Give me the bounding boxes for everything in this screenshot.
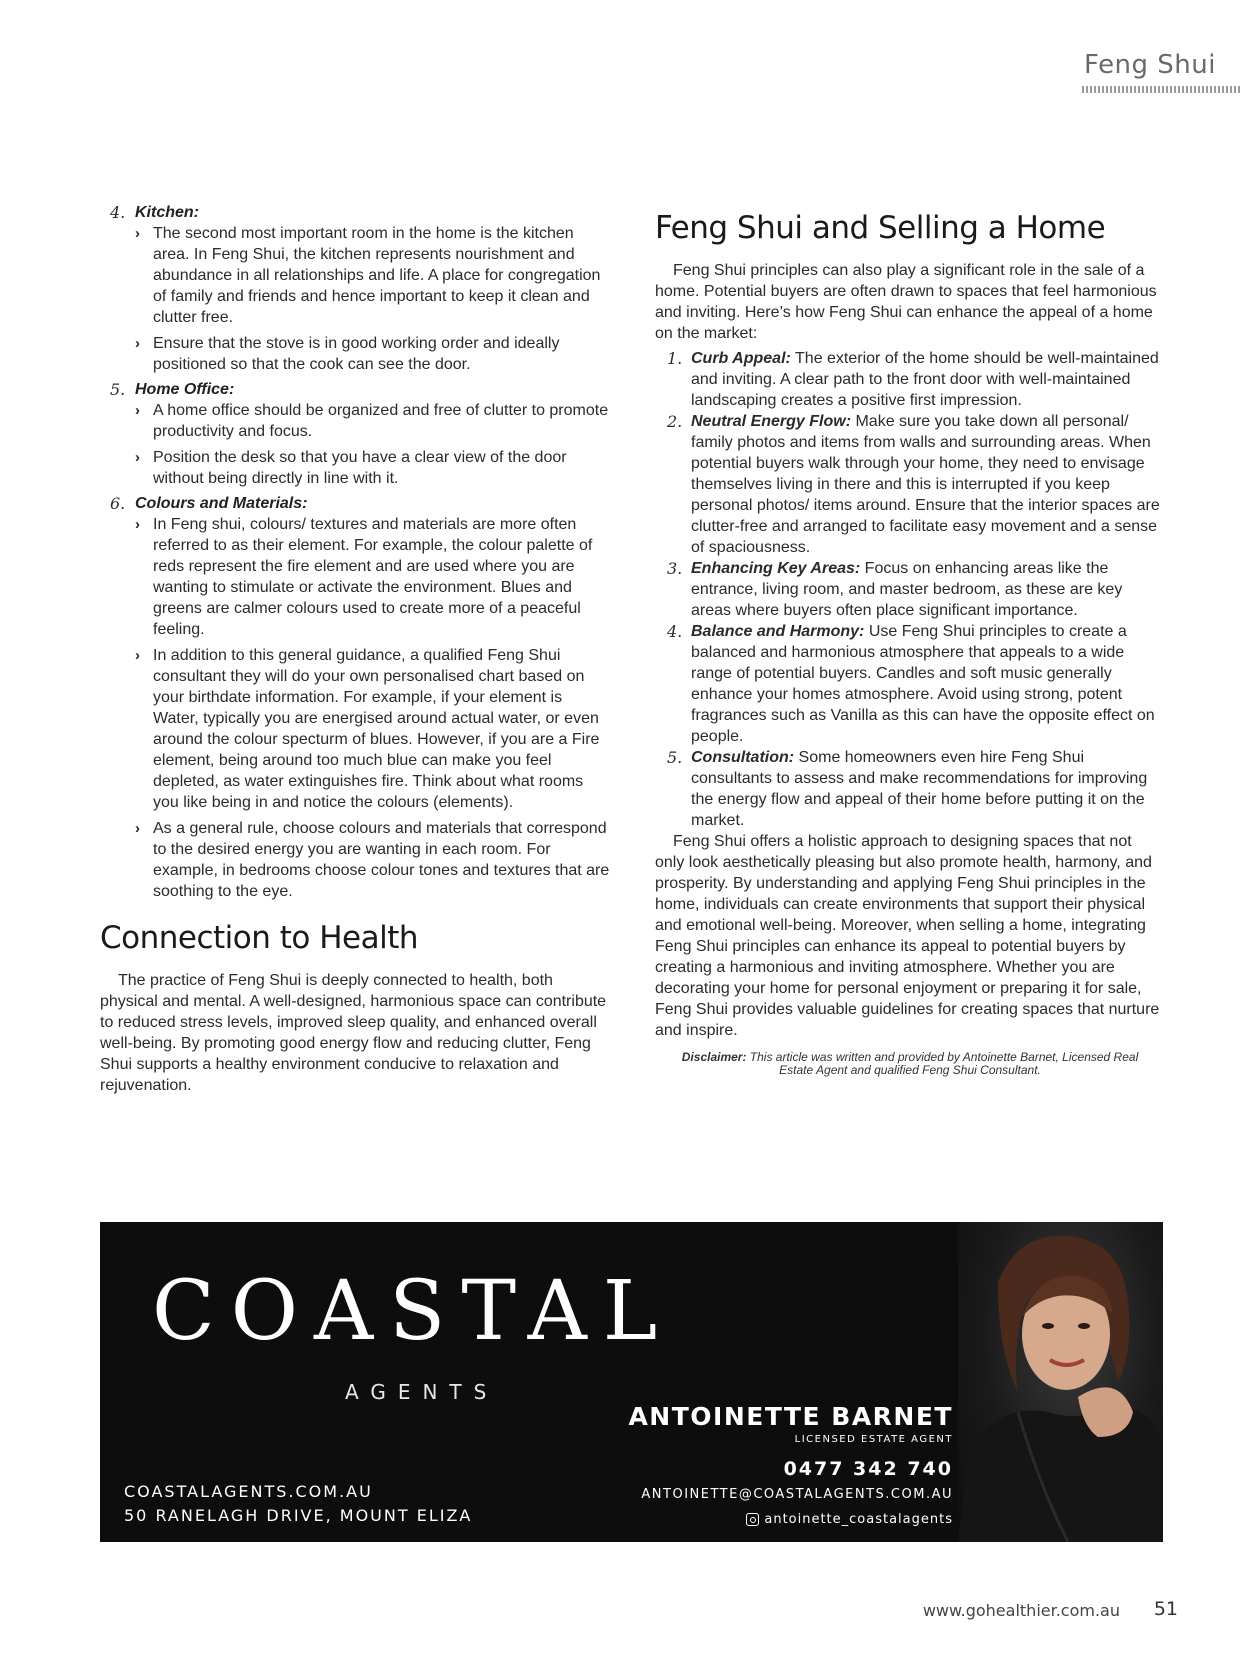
brand-subtitle: AGENTS [345,1380,499,1404]
list-item-balance: 4. Balance and Harmony: Use Feng Shui principles to create a balanced and harmonious atmosphere that appeals to a wide range of potential buyers. Candles and soft music generally enhance your homes atmosphere. Avoid using strong, potent fragrances such as Vanilla as this can have the opposite effect on people. [667,622,1155,745]
agent-name: ANTOINETTE BARNET [628,1402,953,1431]
conclusion-paragraph: Feng Shui offers a holistic approach to designing spaces that not only look aesthetically pleasing but also promote health, harmony, and prosperity. By understanding and applying Feng Shui principles in the home, individuals can create environments that support their physical and emotional well-being. Moreover, when selling a home, integrating Feng Shui principles can enhance its appeal to potential buyers by creating a harmonious and inviting atmosphere. Whether you are decorating your home for personal enjoyment or preparing it for sale, Feng Shui provides valuable guidelines for creating spaces that nurture and inspire. [655,833,1160,1039]
agent-instagram: antoinette_coastalagents [746,1512,953,1527]
disclaimer: Disclaimer: This article was written and provided by Antoinette Barnet, Licensed Real Estate Agent and qualified Feng Shui Consultant. [681,1050,1139,1077]
bullet: › In addition to this general guidance, a qualified Feng Shui consultant they will do your own personalised chart based on your birthdate information. For example, if your element is Water, typically you are energised around actual water, or even around the colour specturm of blues. However, if you are a Fire element, being around too much blue can make you feel depleted, as water extinguishes fire. Think about what rooms you like being in and notice the colours (elements). [135,647,600,811]
list-item-consultation: 5. Consultation: Some homeowners even hire Feng Shui consultants to assess and make recommendations for improving the energy flow and appeal of their home before putting it on the market. [667,748,1148,829]
ad-contact-block [124,1480,472,1528]
list-item-kitchen [100,203,610,375]
bullet: › As a general rule, choose colours and materials that correspond to the desired energy you are wanting in each room. For example, in bedrooms choose colour tones and textures that are soothing to the eye. [135,820,610,900]
coastal-agents-ad [100,1222,1163,1542]
list-item-home-office [100,380,610,489]
item-title: Home Office: [135,381,235,398]
list-item-energy-flow: 2. Neutral Energy Flow: Make sure you take down all personal/ family photos and items from walls and surrounding areas. When potential buyers walk through your home, they need to envisage themselves living in there and this is interrupted if you keep personal photos/ items around. Ensure that the interior spaces are clutter-free and arranged to facilitate easy movement and a sense of spaciousness. [667,412,1160,556]
item-number: 5. [110,380,126,399]
selling-intro: Feng Shui principles can also play a significant role in the sale of a home. Potential buyers are often drawn to spaces that feel harmonious and inviting. Here’s how Feng Shui can enhance the appeal of a home on the market: [655,262,1157,342]
agent-photo [958,1222,1163,1542]
selling-heading: Feng Shui and Selling a Home [655,210,1106,246]
item-title: Colours and Materials: [135,495,308,512]
agent-email: ANTOINETTE@COASTALAGENTS.COM.AU [641,1487,953,1502]
ad-website: COASTALAGENTS.COM.AU [124,1482,373,1501]
section-tag-rule [1082,86,1240,93]
item-title: Kitchen: [135,204,199,221]
page-number: 51 [1153,1598,1178,1620]
right-column [655,210,1165,1077]
bullet: › In Feng shui, colours/ textures and materials are more often referred to as their element. For example, the colour palette of reds represent the fire element and are used where you are wanting to stimulate or activate the environment. Blues and greens are calmer colours used to create more of a peaceful feeling. [135,516,593,638]
chevron-right-icon: › [135,647,140,664]
chevron-right-icon: › [135,225,140,242]
bullet: › A home office should be organized and free of clutter to promote productivity and focus. [135,402,609,440]
footer-url: www.gohealthier.com.au [922,1601,1120,1620]
chevron-right-icon: › [135,820,140,837]
bullet: › Ensure that the stove is in good working order and ideally positioned so that the cook can see the door. [135,335,560,373]
list-item-colours [100,494,610,902]
chevron-right-icon: › [135,516,140,533]
instagram-icon [746,1513,759,1526]
bullet: › The second most important room in the home is the kitchen area. In Feng Shui, the kitchen represents nourishment and abundance in all relationships and life. A place for congregation of family and friends and hence important to keep it clean and clutter free. [135,225,601,326]
chevron-right-icon: › [135,449,140,466]
chevron-right-icon: › [135,335,140,352]
brand-logo: COASTAL [152,1264,674,1359]
item-number: 6. [110,494,126,513]
health-heading: Connection to Health [100,920,419,956]
ad-address: 50 RANELAGH DRIVE, MOUNT ELIZA [124,1506,473,1525]
section-tag: Feng Shui [1084,50,1216,80]
agent-title: LICENSED ESTATE AGENT [794,1434,953,1445]
item-number: 4. [110,203,126,222]
list-item-key-areas: 3. Enhancing Key Areas: Focus on enhancing areas like the entrance, living room, and master bedroom, as these are key areas where buyers often place significant importance. [667,559,1123,619]
agent-portrait-illustration [958,1222,1163,1542]
bullet: › Position the desk so that you have a clear view of the door without being directly in line with it. [135,449,567,487]
chevron-right-icon: › [135,402,140,419]
left-column [100,203,610,1100]
agent-phone: 0477 342 740 [783,1458,953,1480]
list-item-curb-appeal: 1. Curb Appeal: The exterior of the home should be well-maintained and inviting. A clear path to the front door with well-maintained landscaping creates a positive first impression. [667,349,1159,409]
health-paragraph: The practice of Feng Shui is deeply connected to health, both physical and mental. A well-designed, harmonious space can contribute to reduced stress levels, improved sleep quality, and enhanced overall well-being. By promoting good energy flow and reducing clutter, Feng Shui supports a healthy environment conducive to relaxation and rejuvenation. [100,972,607,1094]
